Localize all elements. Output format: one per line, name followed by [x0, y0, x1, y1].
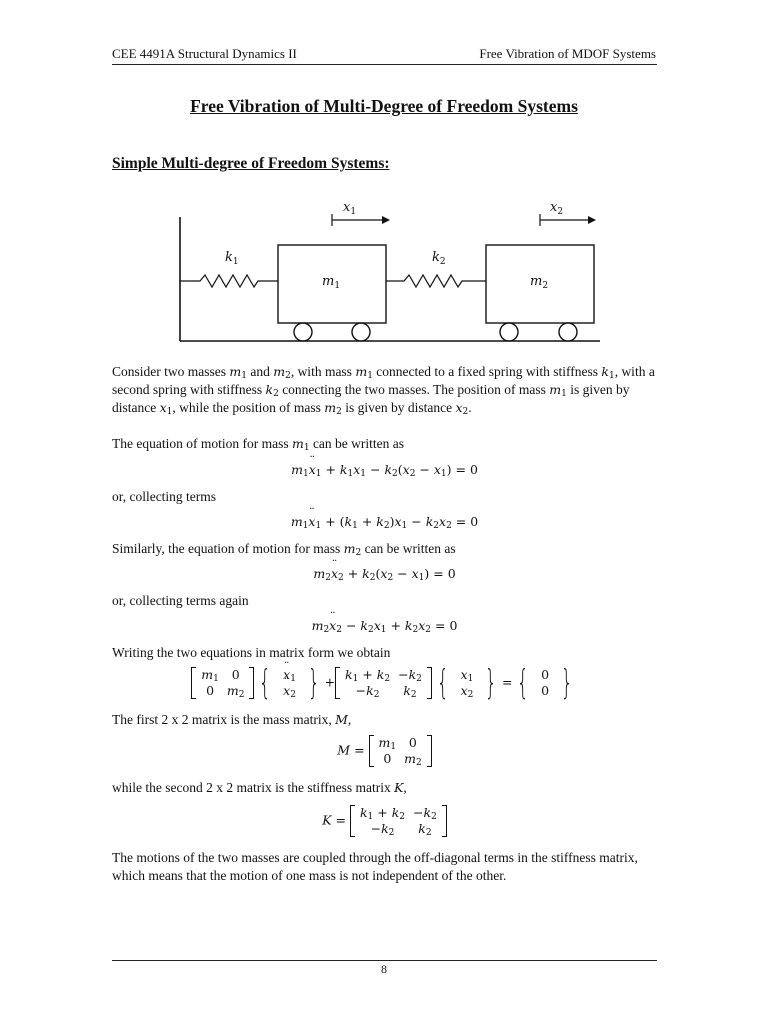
coupling-paragraph: The motions of the two masses are coupled through the off-diagonal terms in the stiffness matrix, which means that the motion of one mass is not independent of the other. [112, 850, 638, 883]
wheels [294, 323, 577, 341]
stiffness-matrix-inline: $k_1 + k_2$ $-k_2$ $-k_2$ $k_2$ [335, 667, 432, 699]
similarly-text: Similarly, the equation of motion for mass $m_2$ can be written as [112, 541, 456, 558]
acceleration-vector: ¨ $x_1$ ¨ $x_2$ [276, 667, 303, 699]
zero-vector: 0 0 [541, 667, 550, 698]
equation-4: $m_2¨$ $x_2 - k_2x_1 + k_2x_2 = 0$ [112, 618, 657, 634]
x2-displacement-arrow [540, 214, 596, 226]
displacement-vector: $x_1$ $x_2$ [460, 667, 474, 700]
label-x1: $x_1$ [343, 200, 357, 217]
two-mass-spring-figure [170, 195, 610, 355]
collecting-terms-again-text: or, collecting terms again [112, 593, 249, 608]
footer-rule [112, 960, 657, 961]
x1-displacement-arrow [332, 214, 390, 226]
label-x2: $x_2$ [550, 200, 564, 217]
eom-intro-text: The equation of motion for mass $m_1$ can be written as [112, 436, 405, 453]
header-rule [112, 64, 657, 65]
spring-k2 [386, 275, 486, 287]
header-course: CEE 4491A Structural Dynamics II [112, 46, 297, 61]
running-header [112, 46, 656, 62]
mass-matrix: $m_1$ 0 0 $m_2$ [191, 667, 254, 699]
matrix-equation: $m_1$ 0 0 $m_2$ { ¨ $x_1$ ¨ $x_2$ } + $k_1 + k_2$ $-k_2$ $-k_2$ $k_2$ { $x_1$ $x_2$ } = { 0 0 } [112, 666, 657, 700]
spring-k1 [180, 275, 278, 287]
stiffness-matrix-equation: K = $k_1 + k_2$ $-k_2$ $-k_2$ $k_2$ [112, 805, 657, 837]
label-m2: $m_2$ [530, 274, 549, 291]
collecting-terms-text: or, collecting terms [112, 489, 217, 504]
intro-paragraph: Consider two masses $m_1$ and $m_2$, with mass $m_1$ connected to a fixed spring with stiffness $k_1$, with a second spring with stiffness $k_2$ connecting the two masses. The position of mass $m_1$ is given by distance $x_1$, while the position of mass $m_2$ is given by distance $x_2$. [112, 364, 655, 417]
label-k1: $k_1$ [225, 250, 239, 267]
mass-matrix-equation: M = $m_1$ 0 0 $m_2$ [112, 735, 657, 767]
label-k2: $k_2$ [432, 250, 446, 267]
page-number: 8 [381, 962, 387, 976]
equation-1: $m_1¨$ $x_1 + k_1x_1 - k_2(x_2 - x_1) = 0$ [112, 462, 657, 478]
label-m1: $m_1$ [322, 274, 341, 291]
equation-3: $m_2¨$ $x_2 + k_2(x_2 - x_1) = 0$ [112, 566, 657, 582]
page-title: Free Vibration of Multi-Degree of Freedom Systems [190, 96, 578, 116]
matrix-form-text: Writing the two equations in matrix form we obtain [112, 645, 391, 660]
equation-2: $m_1¨$ $x_1 + (k_1 + k_2)x_1 - k_2x_2 = 0$ [112, 514, 657, 530]
stiffness-matrix-text: while the second 2 x 2 matrix is the stiffness matrix K, [112, 780, 407, 795]
section-heading: Simple Multi-degree of Freedom Systems: [112, 155, 390, 172]
header-chapter: Free Vibration of MDOF Systems [479, 46, 656, 61]
mass-matrix-text: The first 2 x 2 matrix is the mass matrix, M, [112, 712, 352, 727]
